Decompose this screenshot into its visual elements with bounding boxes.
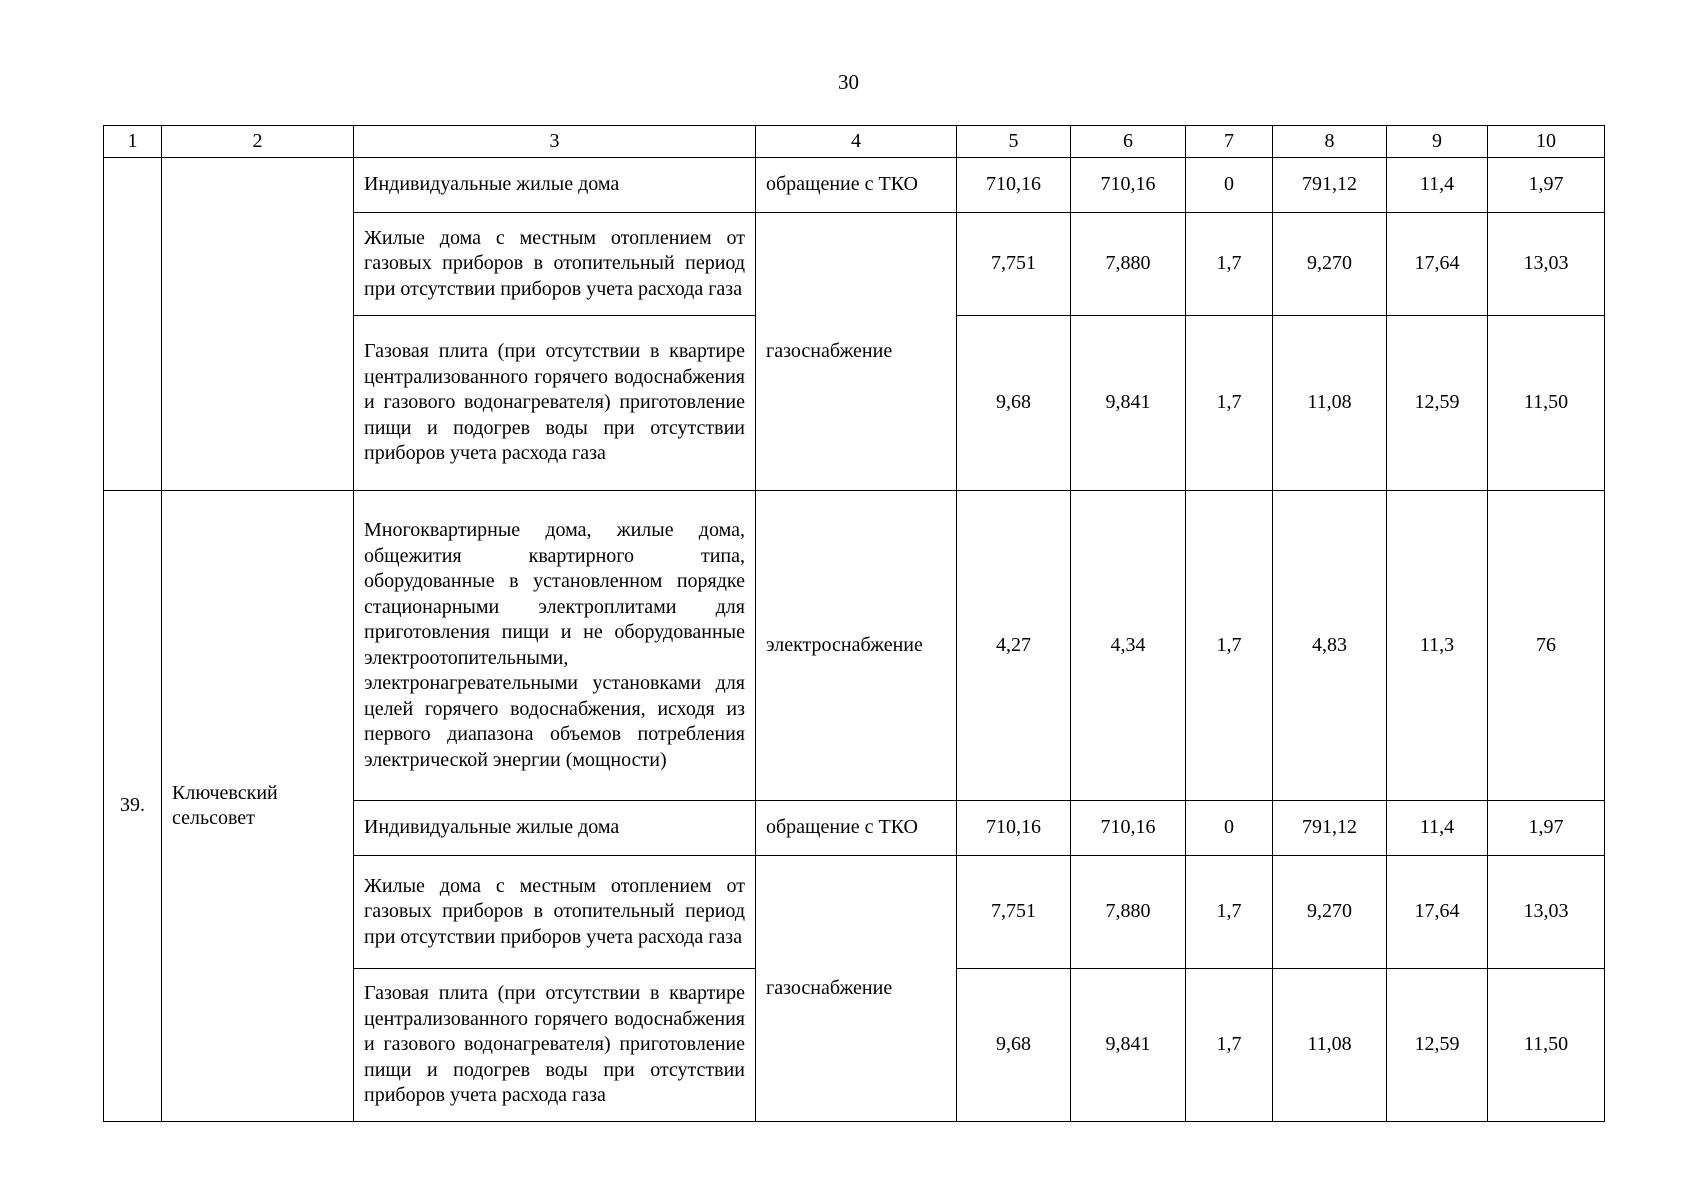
value-cell: 7,751 <box>957 213 1071 316</box>
description-cell: Газовая плита (при отсутствии в квартире централизованного горячего водоснабжения и газового водонагревателя) приготовление пищи и подогрев воды при отсутствии приборов учета расхода газа <box>354 316 756 491</box>
value-cell: 0 <box>1186 801 1273 856</box>
header-cell: 4 <box>756 126 957 158</box>
value-cell: 11,4 <box>1387 801 1488 856</box>
value-cell: 1,97 <box>1488 158 1605 213</box>
value-cell: 13,03 <box>1488 213 1605 316</box>
value-cell: 710,16 <box>1071 801 1186 856</box>
service-cell: обращение с ТКО <box>756 158 957 213</box>
header-cell: 6 <box>1071 126 1186 158</box>
header-cell: 5 <box>957 126 1071 158</box>
value-cell: 11,08 <box>1273 969 1387 1122</box>
value-cell: 1,7 <box>1186 491 1273 801</box>
value-cell: 11,50 <box>1488 969 1605 1122</box>
value-cell: 9,68 <box>957 969 1071 1122</box>
value-cell: 7,880 <box>1071 856 1186 969</box>
value-cell: 710,16 <box>957 158 1071 213</box>
value-cell: 4,34 <box>1071 491 1186 801</box>
value-cell: 9,270 <box>1273 213 1387 316</box>
value-cell: 791,12 <box>1273 801 1387 856</box>
value-cell: 7,751 <box>957 856 1071 969</box>
header-cell: 7 <box>1186 126 1273 158</box>
value-cell: 4,83 <box>1273 491 1387 801</box>
description-cell: Многоквартирные дома, жилые дома, общежития квартирного типа, оборудованные в установленном порядке стационарными электроплитами для приготовления пищи и не оборудованные электроотопительными, электронагревательными установками для целей горячего водоснабжения, исходя из первого диапазона объемов потребления электрической энергии (мощности) <box>354 491 756 801</box>
header-cell: 1 <box>104 126 162 158</box>
value-cell: 710,16 <box>957 801 1071 856</box>
service-cell: газоснабжение <box>756 213 957 491</box>
value-cell: 12,59 <box>1387 316 1488 491</box>
value-cell: 9,841 <box>1071 969 1186 1122</box>
value-cell: 1,97 <box>1488 801 1605 856</box>
description-cell: Газовая плита (при отсутствии в квартире централизованного горячего водоснабжения и газового водонагревателя) приготовление пищи и подогрев воды при отсутствии приборов учета расхода газа <box>354 969 756 1122</box>
header-cell: 9 <box>1387 126 1488 158</box>
value-cell: 1,7 <box>1186 213 1273 316</box>
value-cell: 9,68 <box>957 316 1071 491</box>
value-cell: 11,3 <box>1387 491 1488 801</box>
value-cell: 11,08 <box>1273 316 1387 491</box>
table-row <box>104 158 1605 213</box>
service-cell: обращение с ТКО <box>756 801 957 856</box>
value-cell: 11,4 <box>1387 158 1488 213</box>
value-cell: 9,270 <box>1273 856 1387 969</box>
value-cell: 12,59 <box>1387 969 1488 1122</box>
description-cell: Индивидуальные жилые дома <box>354 158 756 213</box>
municipality-cell-empty <box>162 158 354 491</box>
value-cell: 17,64 <box>1387 213 1488 316</box>
value-cell: 13,03 <box>1488 856 1605 969</box>
header-cell: 3 <box>354 126 756 158</box>
municipality-cell: Ключевский сельсовет <box>162 491 354 1122</box>
number-cell-empty <box>104 158 162 491</box>
row-number-cell: 39. <box>104 491 162 1122</box>
value-cell: 0 <box>1186 158 1273 213</box>
value-cell: 17,64 <box>1387 856 1488 969</box>
value-cell: 9,841 <box>1071 316 1186 491</box>
value-cell: 1,7 <box>1186 969 1273 1122</box>
tariff-table <box>103 125 1605 1122</box>
value-cell: 791,12 <box>1273 158 1387 213</box>
description-cell: Жилые дома с местным отоплением от газовых приборов в отопительный период при отсутствии приборов учета расхода газа <box>354 213 756 316</box>
service-cell: газоснабжение <box>756 856 957 1122</box>
header-cell: 10 <box>1488 126 1605 158</box>
header-cell: 2 <box>162 126 354 158</box>
header-cell: 8 <box>1273 126 1387 158</box>
description-cell: Жилые дома с местным отоплением от газовых приборов в отопительный период при отсутствии приборов учета расхода газа <box>354 856 756 969</box>
value-cell: 1,7 <box>1186 316 1273 491</box>
page-number: 30 <box>838 70 859 94</box>
service-cell: электроснабжение <box>756 491 957 801</box>
table-row <box>104 491 1605 801</box>
description-cell: Индивидуальные жилые дома <box>354 801 756 856</box>
value-cell: 76 <box>1488 491 1605 801</box>
value-cell: 4,27 <box>957 491 1071 801</box>
value-cell: 7,880 <box>1071 213 1186 316</box>
value-cell: 710,16 <box>1071 158 1186 213</box>
value-cell: 1,7 <box>1186 856 1273 969</box>
value-cell: 11,50 <box>1488 316 1605 491</box>
header-row <box>104 126 1605 158</box>
